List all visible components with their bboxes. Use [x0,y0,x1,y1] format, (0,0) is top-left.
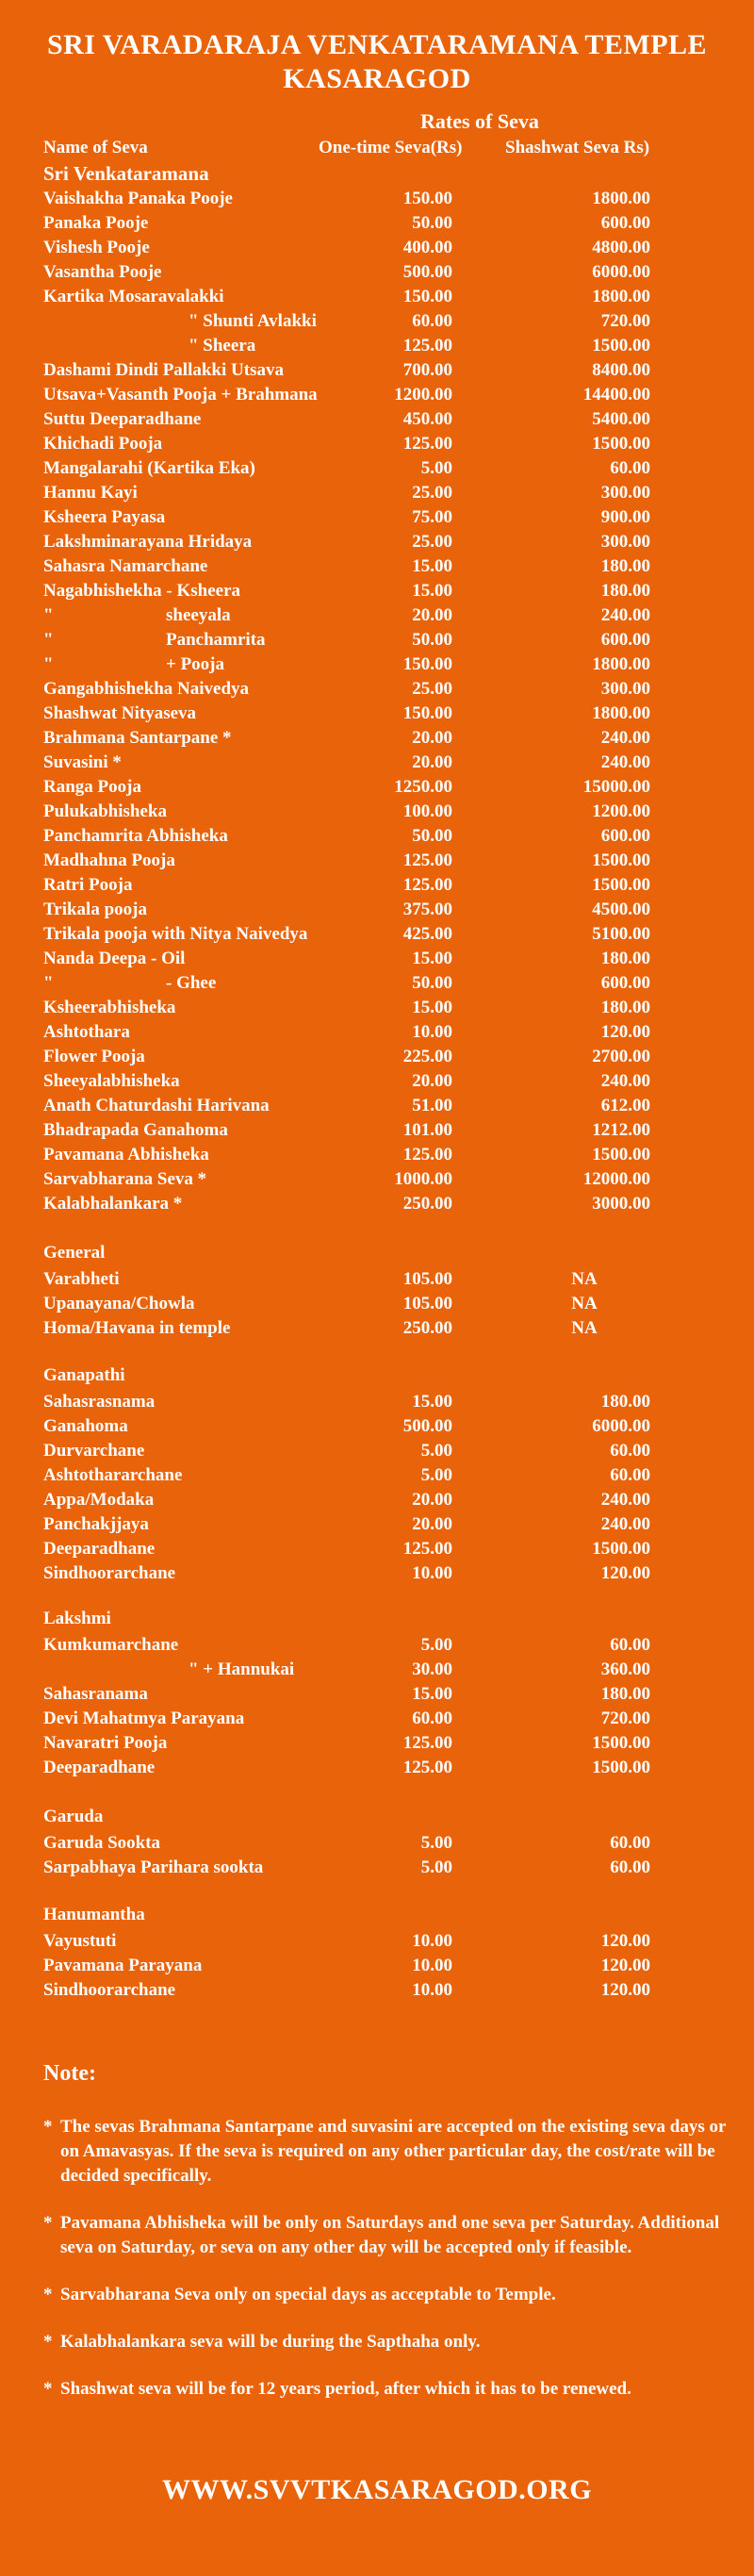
shashwat-rate: 720.00 [600,1709,650,1728]
onetime-rate: 125.00 [402,1758,452,1777]
onetime-rate: 20.00 [412,728,452,748]
seva-row [0,187,754,211]
section-title: Ganapathi [43,1365,125,1385]
shashwat-rate: 1200.00 [592,801,650,821]
seva-name: Nanda Deepa - Oil [43,949,186,968]
onetime-rate: 10.00 [412,1956,452,1975]
column-header-onetime: One-time Seva(Rs) [319,138,463,157]
onetime-rate: 20.00 [412,752,452,772]
onetime-rate: 125.00 [402,1145,452,1164]
onetime-rate: 150.00 [402,287,452,306]
seva-name: Flower Pooja [43,1047,145,1066]
column-header-name: Name of Seva [43,138,148,157]
seva-name: Sheeyalabhisheka [43,1071,180,1091]
seva-name: Suttu Deeparadhane [43,409,202,429]
seva-row [0,947,754,971]
seva-subname: sheeyala [166,605,231,625]
onetime-rate: 250.00 [402,1194,452,1214]
shashwat-rate: 3000.00 [592,1194,650,1214]
onetime-rate: 15.00 [412,1684,452,1704]
shashwat-rate: 240.00 [600,605,650,625]
onetime-rate: 50.00 [412,630,452,650]
onetime-rate: 10.00 [412,1980,452,2000]
seva-name: Pulukabhisheka [43,801,167,821]
shashwat-rate: NA [571,1294,598,1313]
seva-name: Ksheera Payasa [43,507,166,527]
onetime-rate: 25.00 [412,483,452,503]
onetime-rate: 1000.00 [394,1169,452,1189]
seva-row [0,505,754,530]
asterisk-bullet: * [43,2285,53,2304]
shashwat-rate: 60.00 [610,458,650,478]
seva-name: Trikala pooja [43,900,147,919]
seva-row [0,1439,754,1463]
seva-row [0,285,754,309]
seva-row [0,1069,754,1094]
seva-row [0,898,754,922]
seva-row [0,1633,754,1658]
seva-name: Upanayana/Chowla [43,1294,195,1313]
seva-row [0,1292,754,1316]
seva-name: Bhadrapada Ganahoma [43,1120,228,1140]
seva-row [0,702,754,726]
seva-row [0,1316,754,1341]
onetime-rate: 15.00 [412,581,452,601]
section-title: Garuda [43,1807,104,1826]
seva-row [0,1856,754,1880]
seva-name: " [43,630,54,650]
seva-row [0,628,754,652]
seva-name: Mangalarahi (Kartika Eka) [43,458,255,478]
onetime-rate: 20.00 [412,605,452,625]
notes-list [43,2115,741,2402]
shashwat-rate: 600.00 [600,630,650,650]
seva-name: " Shunti Avlakki [188,311,317,331]
seva-name: Shashwat Nityaseva [43,703,197,723]
seva-row [0,775,754,800]
shashwat-rate: 60.00 [610,1833,650,1853]
seva-row [0,1537,754,1561]
seva-subname: + Pooja [166,654,225,674]
seva-name: " + Hannukai [188,1660,295,1679]
seva-name: Panchakjjaya [43,1514,149,1534]
onetime-rate: 51.00 [412,1096,452,1115]
onetime-rate: 20.00 [412,1490,452,1510]
seva-row [0,481,754,505]
onetime-rate: 60.00 [412,1709,452,1728]
seva-row [0,652,754,677]
onetime-rate: 500.00 [402,262,452,282]
shashwat-rate: 180.00 [600,949,650,968]
onetime-rate: 1200.00 [394,385,452,405]
seva-name: Sahasrasnama [43,1392,156,1412]
onetime-rate: 10.00 [412,1931,452,1951]
onetime-rate: 100.00 [402,801,452,821]
shashwat-rate: 300.00 [600,532,650,552]
title-line-1: SRI VARADARAJA VENKATARAMANA TEMPLE [46,29,708,60]
note-text: Sarvabharana Seva only on special days as acceptable to Temple. [60,2285,556,2304]
asterisk-bullet: * [43,2379,53,2399]
seva-subname: Panchamrita [166,630,266,650]
seva-row [0,800,754,824]
shashwat-rate: 120.00 [600,1931,650,1951]
seva-row [0,1118,754,1143]
onetime-rate: 10.00 [412,1563,452,1583]
title-line-2: KASARAGOD [283,63,471,94]
shashwat-rate: 1800.00 [592,703,650,723]
onetime-rate: 10.00 [412,1022,452,1042]
onetime-rate: 25.00 [412,679,452,699]
seva-row [0,1512,754,1537]
seva-row [0,1756,754,1780]
shashwat-rate: 1500.00 [592,850,650,870]
onetime-rate: 105.00 [402,1294,452,1313]
shashwat-rate: 8400.00 [592,360,650,380]
seva-name: Sindhoorarchane [43,1563,176,1583]
onetime-rate: 150.00 [402,189,452,208]
onetime-rate: 15.00 [412,998,452,1017]
onetime-rate: 5.00 [420,1465,452,1485]
shashwat-rate: 1500.00 [592,1758,650,1777]
shashwat-rate: 6000.00 [592,1416,650,1436]
onetime-rate: 15.00 [412,1392,452,1412]
onetime-rate: 60.00 [412,311,452,331]
note-title: Note: [43,2061,96,2086]
onetime-rate: 5.00 [420,1441,452,1461]
seva-name: Khichadi Pooja [43,434,163,454]
seva-name: Kalabhalankara * [43,1194,183,1214]
seva-row [0,1978,754,2003]
seva-name: Sarpabhaya Parihara sookta [43,1858,264,1877]
shashwat-rate: 300.00 [600,483,650,503]
seva-row [0,236,754,260]
shashwat-rate: 1500.00 [592,336,650,355]
seva-row [0,432,754,456]
seva-row [0,1929,754,1954]
seva-row [0,1463,754,1488]
shashwat-rate: 600.00 [600,213,650,233]
seva-name: Vaishakha Panaka Pooje [43,189,233,208]
seva-row [0,334,754,358]
note-item [43,2283,741,2307]
onetime-rate: 700.00 [402,360,452,380]
seva-name: Deeparadhane [43,1758,156,1777]
seva-name: Kartika Mosaravalakki [43,287,224,306]
seva-name: Ksheerabhisheka [43,998,176,1017]
shashwat-rate: 60.00 [610,1858,650,1877]
shashwat-rate: 120.00 [600,1563,650,1583]
seva-row [0,1094,754,1118]
seva-row [0,922,754,947]
seva-row [0,579,754,603]
onetime-rate: 125.00 [402,336,452,355]
seva-name: " Sheera [188,336,256,355]
onetime-rate: 15.00 [412,556,452,576]
seva-name: Trikala pooja with Nitya Naivedya [43,924,308,944]
seva-name: Panchamrita Abhisheka [43,826,228,846]
seva-row [0,1682,754,1707]
section-title: General [43,1243,106,1263]
seva-row [0,1414,754,1439]
onetime-rate: 5.00 [420,458,452,478]
seva-name: Sindhoorarchane [43,1980,176,2000]
section-title: Sri Venkataramana [43,162,209,185]
shashwat-rate: 240.00 [600,728,650,748]
seva-row [0,260,754,285]
seva-row [0,407,754,432]
onetime-rate: 125.00 [402,1539,452,1559]
seva-row [0,530,754,554]
seva-row [0,309,754,334]
seva-subname: - Ghee [166,973,217,993]
seva-row [0,1707,754,1731]
shashwat-rate: 1800.00 [592,287,650,306]
shashwat-rate: 120.00 [600,1022,650,1042]
seva-name: Lakshminarayana Hridaya [43,532,253,552]
section-title: Lakshmi [43,1609,111,1628]
seva-name: Navaratri Pooja [43,1733,168,1753]
shashwat-rate: 1500.00 [592,1733,650,1753]
note-text: Kalabhalankara seva will be during the Sapthaha only. [60,2332,481,2352]
shashwat-rate: 180.00 [600,1684,650,1704]
asterisk-bullet: * [43,2117,53,2137]
seva-name: " [43,654,54,674]
seva-row [0,1954,754,1978]
onetime-rate: 50.00 [412,826,452,846]
shashwat-rate: 240.00 [600,1071,650,1091]
seva-row [0,873,754,898]
seva-name: Vasantha Pooje [43,262,162,282]
seva-name: Suvasini * [43,752,122,772]
shashwat-rate: 2700.00 [592,1047,650,1066]
shashwat-rate: 1500.00 [592,875,650,895]
onetime-rate: 15.00 [412,949,452,968]
seva-name: Madhahna Pooja [43,850,175,870]
seva-row [0,1167,754,1192]
seva-name: " [43,973,54,993]
onetime-rate: 125.00 [402,434,452,454]
shashwat-rate: 240.00 [600,1514,650,1534]
seva-row [0,1731,754,1756]
seva-row [0,1192,754,1216]
shashwat-rate: 5400.00 [592,409,650,429]
shashwat-rate: 180.00 [600,1392,650,1412]
seva-name: Nagabhishekha - Ksheera [43,581,241,601]
seva-row [0,971,754,996]
shashwat-rate: NA [571,1318,598,1338]
note-text: The sevas Brahmana Santarpane and suvasini are accepted on the existing seva days or on Amavasyas. If the seva is required on any other particular day, the cost/rate will be decided specifically. [60,2117,727,2186]
seva-name: Kumkumarchane [43,1635,179,1655]
seva-name: " [43,605,54,625]
column-header-shashwat: Shashwat Seva Rs) [505,138,650,157]
onetime-rate: 5.00 [420,1833,452,1853]
note-item [43,2377,741,2402]
shashwat-rate: 1500.00 [592,434,650,454]
seva-row [0,996,754,1020]
shashwat-rate: 1500.00 [592,1539,650,1559]
shashwat-rate: 180.00 [600,581,650,601]
onetime-rate: 5.00 [420,1635,452,1655]
seva-name: Sahasra Namarchane [43,556,208,576]
seva-name: Dashami Dindi Pallakki Utsava [43,360,284,380]
onetime-rate: 101.00 [402,1120,452,1140]
seva-name: Garuda Sookta [43,1833,161,1853]
onetime-rate: 30.00 [412,1660,452,1679]
seva-row [0,211,754,236]
seva-name: Ashtothararchane [43,1465,183,1485]
notes-section [43,2061,741,2424]
seva-name: Ganahoma [43,1416,128,1436]
seva-row [0,554,754,579]
seva-name: Vayustuti [43,1931,117,1951]
onetime-rate: 20.00 [412,1071,452,1091]
asterisk-bullet: * [43,2332,53,2352]
rates-of-seva-label: Rates of Seva [420,109,539,133]
seva-row [0,1658,754,1682]
seva-name: Durvarchane [43,1441,145,1461]
section-title: Hanumantha [43,1905,145,1924]
seva-row [0,751,754,775]
onetime-rate: 125.00 [402,1733,452,1753]
shashwat-rate: 612.00 [600,1096,650,1115]
onetime-rate: 75.00 [412,507,452,527]
note-text: Shashwat seva will be for 12 years period, after which it has to be renewed. [60,2379,631,2399]
onetime-rate: 425.00 [402,924,452,944]
note-item [43,2115,741,2188]
shashwat-rate: 5100.00 [592,924,650,944]
shashwat-rate: 180.00 [600,998,650,1017]
onetime-rate: 25.00 [412,532,452,552]
seva-row [0,358,754,383]
page-title [0,0,754,96]
note-text: Pavamana Abhisheka will be only on Saturdays and one seva per Saturday. Additional seva on Saturday, or seva on any other day will be accepted only if feasible. [60,2213,720,2257]
seva-name: Pavamana Abhisheka [43,1145,209,1164]
onetime-rate: 1250.00 [394,777,452,797]
seva-name: Pavamana Parayana [43,1956,203,1975]
seva-name: Ratri Pooja [43,875,133,895]
seva-name: Ranga Pooja [43,777,141,797]
shashwat-rate: NA [571,1269,598,1289]
seva-name: Gangabhishekha Naivedya [43,679,250,699]
seva-name: Homa/Havana in temple [43,1318,231,1338]
seva-name: Panaka Pooje [43,213,149,233]
shashwat-rate: 1800.00 [592,189,650,208]
shashwat-rate: 1800.00 [592,654,650,674]
seva-name: Devi Mahatmya Parayana [43,1709,245,1728]
note-item [43,2211,741,2260]
onetime-rate: 150.00 [402,654,452,674]
shashwat-rate: 1500.00 [592,1145,650,1164]
shashwat-rate: 4500.00 [592,900,650,919]
seva-row [0,1488,754,1512]
seva-row [0,1267,754,1292]
shashwat-rate: 4800.00 [592,238,650,257]
onetime-rate: 150.00 [402,703,452,723]
seva-name: Sarvabharana Seva * [43,1169,207,1189]
seva-row [0,1390,754,1414]
seva-name: Deeparadhane [43,1539,156,1559]
shashwat-rate: 240.00 [600,1490,650,1510]
seva-row [0,1831,754,1856]
seva-row [0,383,754,407]
onetime-rate: 225.00 [402,1047,452,1066]
seva-row [0,824,754,849]
seva-name: Ashtothara [43,1022,130,1042]
onetime-rate: 125.00 [402,850,452,870]
onetime-rate: 50.00 [412,213,452,233]
onetime-rate: 450.00 [402,409,452,429]
shashwat-rate: 120.00 [600,1980,650,2000]
shashwat-rate: 300.00 [600,679,650,699]
asterisk-bullet: * [43,2213,53,2233]
seva-name: Anath Chaturdashi Harivana [43,1096,270,1115]
onetime-rate: 105.00 [402,1269,452,1289]
shashwat-rate: 60.00 [610,1465,650,1485]
seva-row [0,1143,754,1167]
seva-name: Varabheti [43,1269,120,1289]
shashwat-rate: 60.00 [610,1441,650,1461]
shashwat-rate: 15000.00 [582,777,650,797]
shashwat-rate: 240.00 [600,752,650,772]
seva-name: Brahmana Santarpane * [43,728,232,748]
onetime-rate: 50.00 [412,973,452,993]
seva-row [0,677,754,702]
shashwat-rate: 360.00 [600,1660,650,1679]
note-item [43,2330,741,2354]
shashwat-rate: 6000.00 [592,262,650,282]
shashwat-rate: 14400.00 [582,385,650,405]
onetime-rate: 400.00 [402,238,452,257]
onetime-rate: 20.00 [412,1514,452,1534]
seva-row [0,1561,754,1586]
onetime-rate: 250.00 [402,1318,452,1338]
onetime-rate: 375.00 [402,900,452,919]
shashwat-rate: 180.00 [600,556,650,576]
seva-row [0,849,754,873]
shashwat-rate: 900.00 [600,507,650,527]
shashwat-rate: 600.00 [600,973,650,993]
onetime-rate: 500.00 [402,1416,452,1436]
shashwat-rate: 60.00 [610,1635,650,1655]
seva-name: Hannu Kayi [43,483,138,503]
seva-row [0,726,754,751]
shashwat-rate: 1212.00 [592,1120,650,1140]
onetime-rate: 125.00 [402,875,452,895]
shashwat-rate: 600.00 [600,826,650,846]
shashwat-rate: 120.00 [600,1956,650,1975]
seva-row [0,1020,754,1045]
seva-row [0,603,754,628]
seva-name: Appa/Modaka [43,1490,155,1510]
onetime-rate: 5.00 [420,1858,452,1877]
seva-name: Vishesh Pooje [43,238,150,257]
seva-row [0,1045,754,1069]
seva-name: Sahasranama [43,1684,148,1704]
website-url[interactable]: WWW.SVVTKASARAGOD.ORG [161,2474,593,2505]
seva-row [0,456,754,481]
shashwat-rate: 720.00 [600,311,650,331]
shashwat-rate: 12000.00 [582,1169,650,1189]
seva-name: Utsava+Vasanth Pooja + Brahmana [43,385,318,405]
